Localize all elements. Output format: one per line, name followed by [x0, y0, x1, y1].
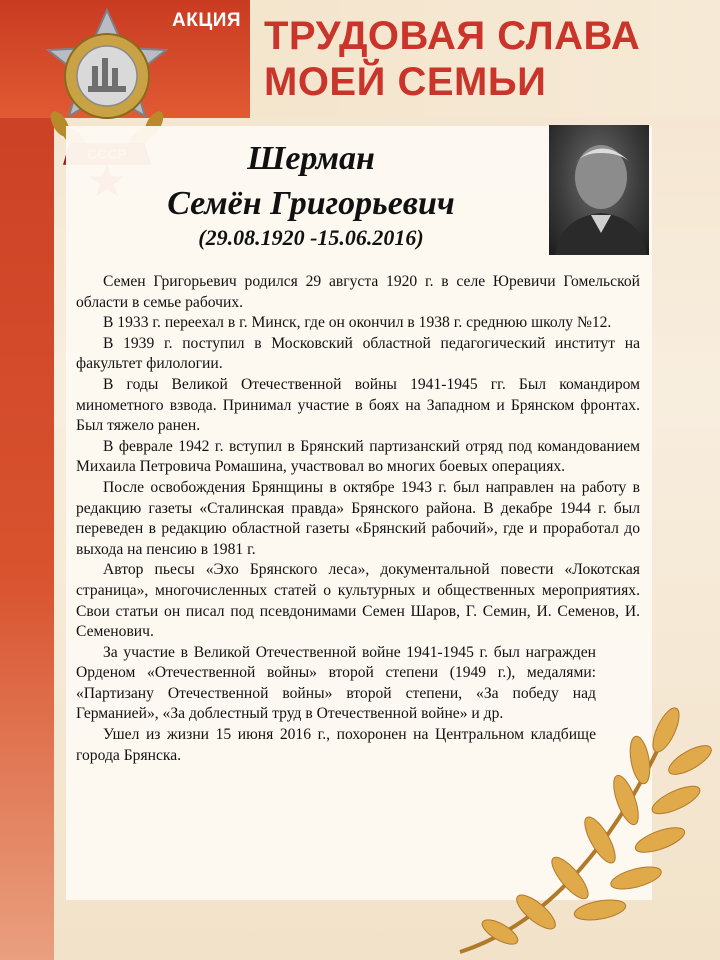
- banner-title-line-1: ТРУДОВАЯ СЛАВА: [264, 14, 641, 58]
- biography-paragraph: За участие в Великой Отечественной войне 1941-1945 г. был награжден Орденом «Отечественной войны» второй степени (1949 г.), медалями: «Партизану Отечественной войны» второй степени, «За победу над Германией», «За доблестный труд в Отечественной войне» и др.: [76, 643, 596, 723]
- person-silhouette-icon: [549, 125, 649, 255]
- biography-paragraph: Ушел из жизни 15 июня 2016 г., похоронен на Центральном кладбище города Брянска.: [76, 726, 596, 764]
- person-life-dates: (29.08.1920 -15.06.2016): [198, 225, 424, 250]
- campaign-label: АКЦИЯ: [172, 10, 242, 31]
- biography-paragraph: В 1933 г. переехал в г. Минск, где он окончил в 1938 г. среднюю школу №12.: [103, 314, 612, 332]
- banner-title-line-2: МОЕЙ СЕМЬИ: [264, 60, 547, 104]
- biography-paragraph: В феврале 1942 г. вступил в Брянский партизанский отряд под командованием Михаила Петровича Ромашина, участвовал во многих боевых операциях.: [76, 437, 640, 476]
- portrait-photo: [549, 125, 649, 255]
- biography-paragraph: После освобождения Брянщины в октябре 1943 г. был направлен на работу в редакцию газеты «Сталинская правда» Брянского района. В декабре 1944 г. был переведен в редакцию областной газеты «Брянский рабочий», где и проработал до выхода на пенсию в 1981 г.: [76, 478, 640, 558]
- biography-paragraph: В 1939 г. поступил в Московский областной педагогический институт на факультет филологии.: [76, 334, 640, 373]
- person-surname: Шерман: [247, 140, 375, 177]
- person-name: Семён Григорьевич: [167, 185, 455, 222]
- biography-paragraph: Семен Григорьевич родился 29 августа 1920 г. в селе Юревичи Гомельской области в семье рабочих.: [76, 273, 640, 311]
- biography-paragraph: В годы Великой Отечественной войны 1941-1945 гг. Был командиром минометного взвода. Принимал участие в боях на Западном и Брянском фронтах. Был тяжело ранен.: [76, 375, 640, 435]
- golden-laurel-branch-icon: [440, 690, 720, 960]
- biography-paragraph: Автор пьесы «Эхо Брянского леса», документальной повести «Локотская страница», многочисленных статей о культурных и общественных мероприятиях. Свои статьи он писал под псевдонимами Семен Шаров, Г. Семин, И. Семенов, И. Семенович.: [76, 561, 640, 641]
